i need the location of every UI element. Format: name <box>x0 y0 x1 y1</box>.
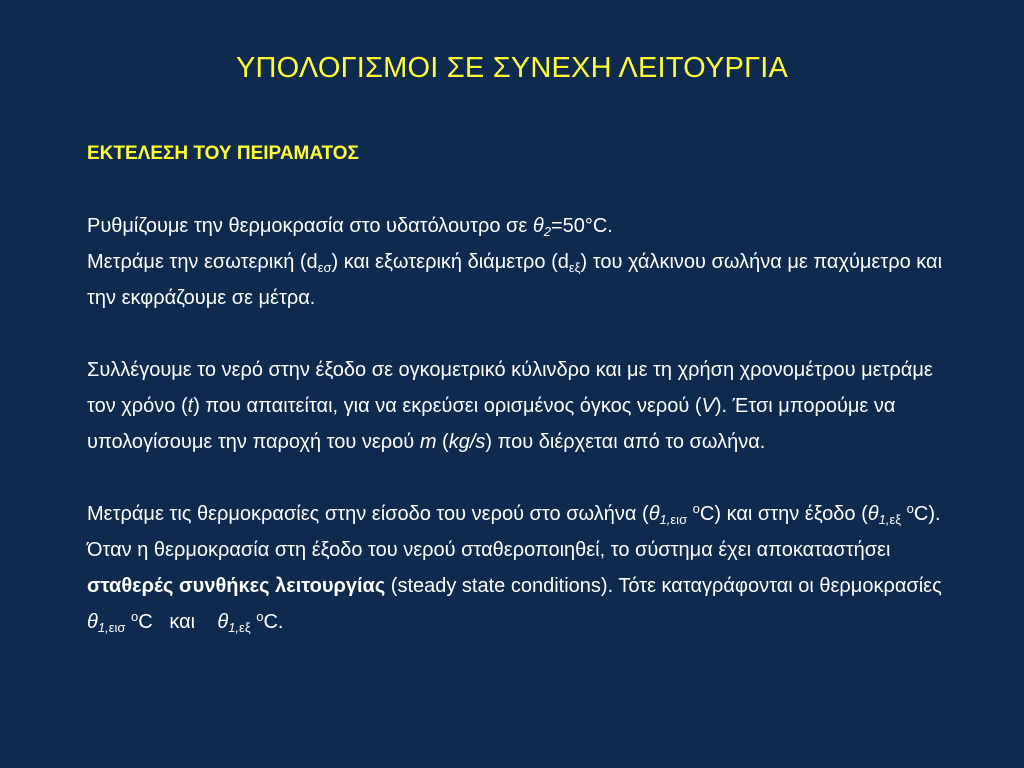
section-subheading: ΕΚΤΕΛΕΣΗ ΤΟΥ ΠΕΙΡΑΜΑΤΟΣ <box>87 143 359 164</box>
theta-symbol: θ <box>87 611 98 633</box>
superscript: o <box>906 501 914 516</box>
unit: kg/s <box>448 431 486 453</box>
theta-symbol: θ <box>648 503 660 525</box>
subscript: εξ <box>568 260 581 275</box>
mass-flow-symbol: m <box>419 431 437 453</box>
text: (steady state conditions). Τότε καταγράφονται οι θερμοκρασίες <box>385 575 942 597</box>
superscript: o <box>692 501 700 516</box>
text: ) του χάλκινου σωλήνα με παχύμετρο και την εκφράζουμε σε μέτρα. <box>87 251 943 309</box>
theta-symbol: θ <box>532 215 544 237</box>
text: Μετράμε τις θερμοκρασίες στην είσοδο του νερού στο σωλήνα ( <box>87 503 649 525</box>
text: ). Έτσι μπορούμε να υπολογίσουμε την παροχή του νερού <box>87 395 896 453</box>
subscript: εσ <box>317 260 332 275</box>
text: ) που διέρχεται από το σωλήνα. <box>485 431 766 453</box>
text: ) και εξωτερική διάμετρο (d <box>331 251 569 273</box>
text: Συλλέγουμε το νερό στην έξοδο σε ογκομετρικό κύλινδρο και με τη χρήση χρονομέτρου μετράμε τον χρόνο ( <box>87 359 933 417</box>
text: ( <box>436 431 449 453</box>
text: Μετράμε την εσωτερική (d <box>87 251 318 273</box>
paragraph-flow <box>87 352 967 460</box>
text: C <box>138 611 153 633</box>
text: Ρυθμίζουμε την θερμοκρασία στο υδατόλουτρο σε <box>87 215 533 237</box>
superscript: o <box>256 609 264 624</box>
volume-symbol: V <box>701 395 715 417</box>
text: ) που απαιτείται, για να εκρεύσει ορισμένος όγκος νερού ( <box>193 395 702 417</box>
paragraph-temperatures <box>87 496 967 640</box>
bold-term: σταθερές συνθήκες λειτουργίας <box>87 575 386 597</box>
subscript: 1,εξ <box>228 620 251 635</box>
subscript: 1,εισ <box>97 620 126 635</box>
slide-title: ΥΠΟΛΟΓΙΣΜΟΙ ΣΕ ΣΥΝΕΧΗ ΛΕΙΤΟΥΡΓΙΑ <box>235 52 789 84</box>
subscript: 1,εισ <box>659 512 688 527</box>
subscript: 2 <box>543 224 551 239</box>
spacer <box>87 172 967 208</box>
text: C). Όταν η θερμοκρασία στη έξοδο του νερού σταθεροποιηθεί, το σύστημα έχει αποκαταστήσει <box>87 503 941 561</box>
text: και <box>169 611 196 633</box>
time-symbol: t <box>187 395 194 417</box>
paragraph-setup <box>87 208 967 316</box>
text: C) και στην έξοδο ( <box>699 503 868 525</box>
slide-content <box>87 136 967 640</box>
spacer <box>87 460 967 496</box>
text: =50°C. <box>550 215 613 237</box>
theta-symbol: θ <box>217 611 229 633</box>
text: C. <box>263 611 284 633</box>
spacer <box>87 316 967 352</box>
theta-symbol: θ <box>867 503 879 525</box>
subscript: 1,εξ <box>878 512 902 527</box>
superscript: o <box>130 609 139 624</box>
